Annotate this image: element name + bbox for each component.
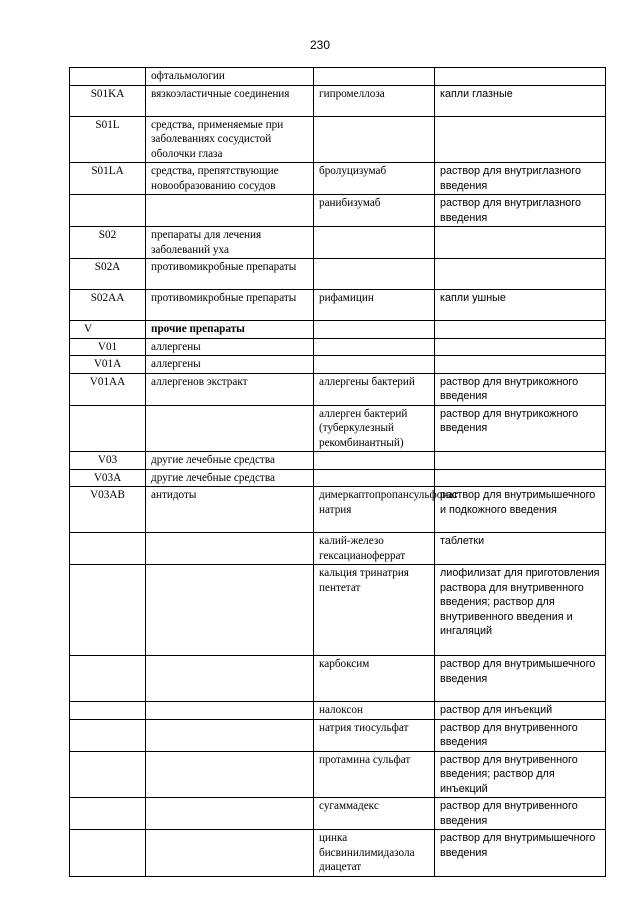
atc-code-cell [70,405,146,452]
group-name-cell: противомикробные препараты [146,290,314,321]
table-row [70,719,606,751]
atc-code-cell [70,702,146,720]
dosage-form-cell: раствор для внутриглазного введения [435,163,606,195]
group-name-cell [146,798,314,830]
table-row [70,321,606,339]
atc-code-cell [70,830,146,877]
group-name-cell: антидоты [146,487,314,533]
table-row [70,405,606,452]
substance-cell: ранибизумаб [314,195,435,227]
table-row [70,68,606,86]
table-row [70,751,606,798]
dosage-form-cell [435,321,606,339]
table-row [70,195,606,227]
table-row [70,565,606,656]
substance-cell: налоксон [314,702,435,720]
group-name-cell: офтальмологии [146,68,314,86]
table-row [70,830,606,877]
substance-cell [314,452,435,470]
table-row [70,85,606,116]
table-row [70,116,606,163]
substance-cell: калий-железо гексацианоферрат [314,533,435,565]
substance-cell: бролуцизумаб [314,163,435,195]
atc-code-cell: S01LA [70,163,146,195]
substance-cell [314,356,435,374]
dosage-form-cell: раствор для внутримышечного введения [435,656,606,702]
dosage-form-cell [435,116,606,163]
substance-cell: протамина сульфат [314,751,435,798]
group-name-cell [146,830,314,877]
substance-cell [314,227,435,259]
dosage-form-cell: капли ушные [435,290,606,321]
group-name-cell: средства, применяемые при заболеваниях сосудистой оболочки глаза [146,116,314,163]
atc-code-cell [70,751,146,798]
atc-code-cell [70,719,146,751]
group-name-cell: другие лечебные средства [146,469,314,487]
dosage-form-cell: раствор для внутривенного введения [435,798,606,830]
atc-code-cell: S01KA [70,85,146,116]
substance-cell: цинка бисвинилимидазола диацетат [314,830,435,877]
dosage-form-cell [435,356,606,374]
group-name-cell [146,533,314,565]
atc-code-cell: V01AA [70,373,146,405]
substance-cell: карбоксим [314,656,435,702]
group-name-cell: другие лечебные средства [146,452,314,470]
dosage-form-cell: капли глазные [435,85,606,116]
group-name-cell [146,656,314,702]
table-row [70,487,606,533]
dosage-form-cell: раствор для внутриглазного введения [435,195,606,227]
table-row [70,469,606,487]
table-row [70,356,606,374]
table-row [70,290,606,321]
dosage-form-cell [435,227,606,259]
substance-cell [314,259,435,290]
table-row [70,656,606,702]
group-name-cell [146,195,314,227]
dosage-form-cell [435,338,606,356]
substance-cell [314,116,435,163]
group-name-cell: средства, препятствующие новообразованию сосудов [146,163,314,195]
substance-cell [314,338,435,356]
atc-code-cell: V01 [70,338,146,356]
substance-cell: кальция тринатрия пентетат [314,565,435,656]
group-name-cell: препараты для лечения заболеваний уха [146,227,314,259]
table-row [70,702,606,720]
atc-code-cell: S02 [70,227,146,259]
dosage-form-cell [435,469,606,487]
group-name-cell [146,565,314,656]
atc-code-cell [70,195,146,227]
atc-code-cell [70,68,146,86]
substance-cell: натрия тиосульфат [314,719,435,751]
atc-code-cell: V03 [70,452,146,470]
dosage-form-cell [435,452,606,470]
table-row [70,227,606,259]
substance-cell: рифамицин [314,290,435,321]
group-name-cell [146,719,314,751]
table-row [70,338,606,356]
atc-code-cell: S02AA [70,290,146,321]
atc-code-cell: S02A [70,259,146,290]
atc-code-cell: V03AB [70,487,146,533]
dosage-form-cell: раствор для внутривенного введения [435,719,606,751]
table-row [70,373,606,405]
substance-cell [314,469,435,487]
group-name-cell: прочие препараты [146,321,314,339]
atc-code-cell [70,565,146,656]
substance-cell [314,68,435,86]
dosage-form-cell: раствор для внутрикожного введения [435,373,606,405]
substance-cell: сугаммадекс [314,798,435,830]
group-name-cell: аллергены [146,338,314,356]
drug-table [69,67,606,877]
dosage-form-cell: раствор для внутримышечного и подкожного введения [435,487,606,533]
dosage-form-cell: лиофилизат для приготовления раствора для внутривенного введения; раствор для внутривенного введения и ингаляций [435,565,606,656]
group-name-cell [146,751,314,798]
table-row [70,452,606,470]
dosage-form-cell [435,259,606,290]
dosage-form-cell: таблетки [435,533,606,565]
atc-code-cell [70,533,146,565]
group-name-cell [146,405,314,452]
table-row [70,163,606,195]
atc-code-cell: S01L [70,116,146,163]
atc-code-cell [70,798,146,830]
dosage-form-cell: раствор для инъекций [435,702,606,720]
group-name-cell: аллергенов экстракт [146,373,314,405]
group-name-cell: вязкоэластичные соединения [146,85,314,116]
group-name-cell: аллергены [146,356,314,374]
substance-cell: гипромеллоза [314,85,435,116]
group-name-cell [146,702,314,720]
page-number: 230 [309,38,331,52]
atc-code-cell: V03A [70,469,146,487]
substance-cell: димеркаптопропансульфонат натрия [314,487,435,533]
table-row [70,259,606,290]
dosage-form-cell [435,68,606,86]
table-row [70,798,606,830]
group-name-cell: противомикробные препараты [146,259,314,290]
atc-code-cell: V01A [70,356,146,374]
substance-cell [314,321,435,339]
atc-code-cell [70,656,146,702]
table-row [70,533,606,565]
dosage-form-cell: раствор для внутривенного введения; раствор для инъекций [435,751,606,798]
atc-code-cell: V [70,321,146,339]
dosage-form-cell: раствор для внутрикожного введения [435,405,606,452]
substance-cell: аллергены бактерий [314,373,435,405]
dosage-form-cell: раствор для внутримышечного введения [435,830,606,877]
substance-cell: аллерген бактерий (туберкулезный рекомбинантный) [314,405,435,452]
